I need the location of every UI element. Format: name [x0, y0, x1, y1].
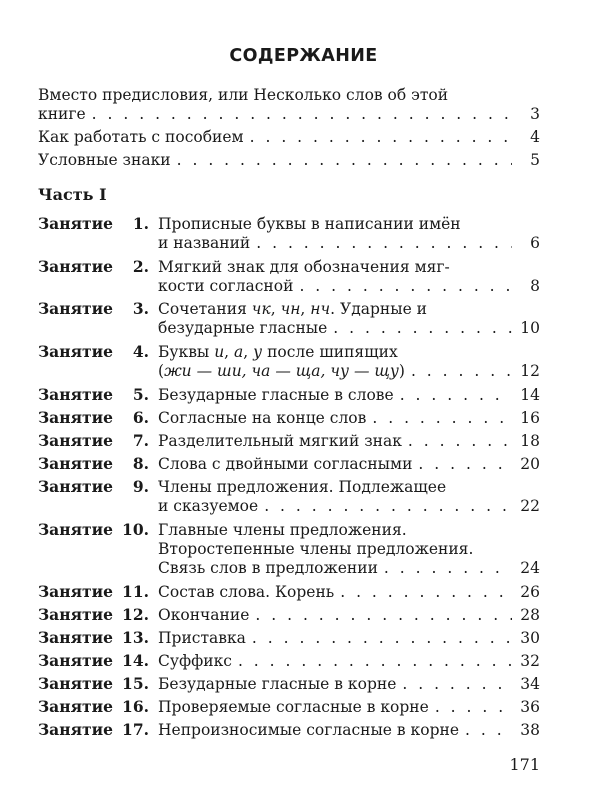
entry-text: и названий — [158, 234, 251, 252]
lesson-label: Занятие — [38, 628, 113, 647]
page-ref: 22 — [520, 497, 540, 515]
page-ref: 32 — [520, 652, 540, 670]
lesson-number: 16. — [122, 697, 149, 716]
lesson-16 — [158, 696, 540, 718]
entry-text: Окончание — [158, 606, 250, 624]
lesson-label: Занятие — [38, 477, 113, 496]
page-ref: 36 — [520, 698, 540, 716]
lesson-5 — [158, 384, 540, 406]
lesson-number: 1. — [132, 214, 149, 233]
lesson-label: Занятие — [38, 299, 113, 318]
entry-text: Приставка — [158, 629, 246, 647]
page-ref: 6 — [530, 234, 540, 252]
entry-text: Члены предложения. Подлежащее — [158, 478, 447, 496]
entry-text: Вместо предисловия, или Несколько слов об этой — [38, 86, 449, 104]
leader-dots — [255, 604, 512, 626]
entry-text: Суффикс — [158, 652, 232, 670]
lesson-label: Занятие — [38, 520, 113, 539]
lesson-number: 7. — [132, 431, 149, 450]
lesson-number: 14. — [122, 651, 149, 670]
leader-dots — [92, 103, 512, 125]
leader-dots — [333, 317, 512, 339]
part-heading: Часть I — [38, 185, 107, 204]
lesson-14 — [158, 650, 540, 672]
entry-text: Связь слов в предложении — [158, 559, 378, 577]
lesson-15 — [158, 673, 540, 695]
page-ref: 4 — [530, 128, 540, 146]
entry-text: Как работать с пособием — [38, 128, 244, 146]
lesson-8 — [158, 453, 540, 475]
leader-dots — [400, 384, 512, 406]
lesson-label: Занятие — [38, 431, 113, 450]
page-number: 171 — [509, 755, 540, 774]
text-fragment: Буквы — [158, 343, 215, 361]
italic-fragment: жи — ши, ча — ща, чу — щу — [164, 362, 399, 380]
page-ref: 12 — [520, 362, 540, 380]
lesson-number: 11. — [122, 582, 149, 601]
italic-fragment: у — [253, 343, 263, 361]
leader-dots — [465, 719, 512, 741]
text-fragment: , — [300, 300, 311, 318]
lesson-12 — [158, 604, 540, 626]
page-ref: 5 — [530, 151, 540, 169]
lesson-number: 17. — [122, 720, 149, 739]
lesson-label: Занятие — [38, 385, 113, 404]
entry-text: Слова с двойными согласными — [158, 455, 413, 473]
leader-dots — [177, 149, 512, 171]
text-fragment: Сочетания — [158, 300, 252, 318]
lesson-17 — [158, 719, 540, 741]
lesson-11 — [158, 581, 540, 603]
front-entry-symbols — [38, 149, 540, 171]
lesson-label: Занятие — [38, 214, 113, 233]
entry-text: Безударные гласные в корне — [158, 675, 397, 693]
entry-text: Согласные на конце слов — [158, 409, 367, 427]
leader-dots — [299, 275, 512, 297]
text-fragment: ( — [158, 362, 165, 380]
italic-fragment: и — [214, 343, 225, 361]
italic-fragment: чн — [280, 300, 301, 318]
page-ref: 38 — [520, 721, 540, 739]
page-ref: 16 — [520, 409, 540, 427]
page-ref: 3 — [530, 105, 540, 123]
lesson-number: 13. — [122, 628, 149, 647]
page-ref: 30 — [520, 629, 540, 647]
lesson-number: 12. — [122, 605, 149, 624]
text-fragment: , — [270, 300, 281, 318]
italic-fragment: а — [234, 343, 244, 361]
leader-dots — [411, 360, 512, 382]
lesson-number: 10. — [122, 520, 149, 539]
lesson-7 — [158, 430, 540, 452]
lesson-label: Занятие — [38, 697, 113, 716]
lesson-2-line2 — [158, 275, 540, 297]
lesson-number: 6. — [132, 408, 149, 427]
leader-dots — [252, 627, 512, 649]
entry-text: Условные знаки — [38, 151, 171, 169]
leader-dots — [402, 673, 512, 695]
leader-dots — [340, 581, 512, 603]
entry-text: Непроизносимые согласные в корне — [158, 721, 459, 739]
lesson-label: Занятие — [38, 720, 113, 739]
text-fragment: , — [224, 343, 235, 361]
lesson-4-line2 — [158, 360, 540, 382]
page-ref: 24 — [520, 559, 540, 577]
lesson-label: Занятие — [38, 651, 113, 670]
entry-text — [158, 360, 405, 382]
entry-text: Мягкий знак для обозначения мяг- — [158, 258, 450, 276]
page-ref: 34 — [520, 675, 540, 693]
page-ref: 26 — [520, 583, 540, 601]
page-ref: 18 — [520, 432, 540, 450]
lesson-9-line2 — [158, 495, 540, 517]
lesson-number: 8. — [132, 454, 149, 473]
entry-text: Главные члены предложения. — [158, 521, 407, 539]
leader-dots — [238, 650, 512, 672]
toc-title: СОДЕРЖАНИЕ — [229, 46, 378, 66]
lesson-3-line2 — [158, 317, 540, 339]
lesson-number: 9. — [132, 477, 149, 496]
leader-dots — [384, 557, 512, 579]
lesson-label: Занятие — [38, 342, 113, 361]
lesson-number: 2. — [132, 257, 149, 276]
lesson-1-line2 — [158, 232, 540, 254]
italic-fragment: чк — [251, 300, 271, 318]
lesson-label: Занятие — [38, 454, 113, 473]
lesson-number: 5. — [132, 385, 149, 404]
lesson-label: Занятие — [38, 257, 113, 276]
text-fragment: , — [243, 343, 254, 361]
entry-text: Прописные буквы в написании имён — [158, 215, 461, 233]
lesson-label: Занятие — [38, 408, 113, 427]
leader-dots — [418, 453, 512, 475]
entry-text: Состав слова. Корень — [158, 583, 335, 601]
italic-fragment: нч — [310, 300, 331, 318]
entry-text: Безударные гласные в слове — [158, 386, 394, 404]
entry-text: и сказуемое — [158, 497, 259, 515]
page-ref: 28 — [520, 606, 540, 624]
lesson-number: 15. — [122, 674, 149, 693]
page-ref: 14 — [520, 386, 540, 404]
page-ref: 10 — [520, 319, 540, 337]
lesson-10-line3 — [158, 557, 540, 579]
lesson-number: 4. — [132, 342, 149, 361]
front-entry-preface — [38, 103, 540, 125]
lesson-number: 3. — [132, 299, 149, 318]
leader-dots — [256, 232, 512, 254]
lesson-13 — [158, 627, 540, 649]
text-fragment: ) — [398, 362, 405, 380]
leader-dots — [264, 495, 512, 517]
entry-text: кости согласной — [158, 277, 294, 295]
leader-dots — [250, 126, 512, 148]
leader-dots — [372, 407, 512, 429]
leader-dots — [435, 696, 512, 718]
entry-text: безударные гласные — [158, 319, 328, 337]
entry-text: Проверяемые согласные в корне — [158, 698, 429, 716]
leader-dots — [408, 430, 512, 452]
entry-text: Разделительный мягкий знак — [158, 432, 402, 450]
text-fragment: . Ударные и — [330, 300, 428, 318]
lesson-label: Занятие — [38, 582, 113, 601]
front-entry-howto — [38, 126, 540, 148]
page-ref: 8 — [530, 277, 540, 295]
lesson-label: Занятие — [38, 605, 113, 624]
entry-text: Второстепенные члены предложения. — [158, 540, 474, 558]
entry-text: книге — [38, 105, 86, 123]
lesson-label: Занятие — [38, 674, 113, 693]
page-ref: 20 — [520, 455, 540, 473]
lesson-6 — [158, 407, 540, 429]
text-fragment: после шипящих — [262, 343, 398, 361]
